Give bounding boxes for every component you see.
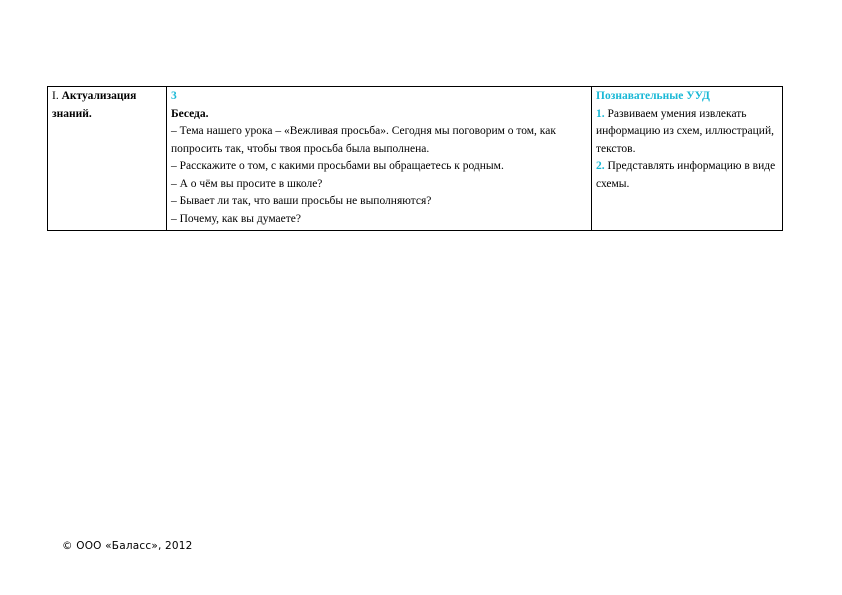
dialogue-line: – Тема нашего урока – «Вежливая просьба». Сегодня мы поговорим о том, как попросить так, чтобы твоя просьба была выполнена.	[171, 125, 556, 155]
activity-title: Беседа.	[171, 107, 209, 120]
time-value: 3	[171, 90, 177, 102]
stage-title: Актуализация знаний.	[52, 90, 137, 120]
dialogue-line: – Расскажите о том, с какими просьбами вы обращаетесь к родным.	[171, 160, 504, 172]
dialogue-line: – Бывает ли так, что ваши просьбы не выполняются?	[171, 195, 432, 207]
content-cell	[167, 87, 592, 231]
dialogue-line: – Почему, как вы думаете?	[171, 212, 301, 225]
uud-item	[596, 158, 778, 193]
uud-item-text: Развиваем умения извлекать информацию из схем, иллюстраций, текстов.	[596, 107, 774, 155]
uud-item-text: Представлять информацию в виде схемы.	[596, 160, 776, 190]
copyright-footer: © ООО «Баласс», 2012	[62, 540, 193, 552]
table-row	[48, 87, 783, 231]
stage-number: I.	[52, 90, 59, 102]
uud-cell	[592, 87, 783, 231]
uud-item-number: 2.	[596, 160, 605, 172]
dialogue-line: – А о чём вы просите в школе?	[171, 177, 323, 190]
uud-item	[596, 106, 778, 159]
lesson-table	[47, 86, 783, 231]
uud-item-number: 1.	[596, 107, 605, 120]
stage-cell	[48, 87, 167, 231]
uud-header: Познавательные УУД	[596, 90, 710, 102]
